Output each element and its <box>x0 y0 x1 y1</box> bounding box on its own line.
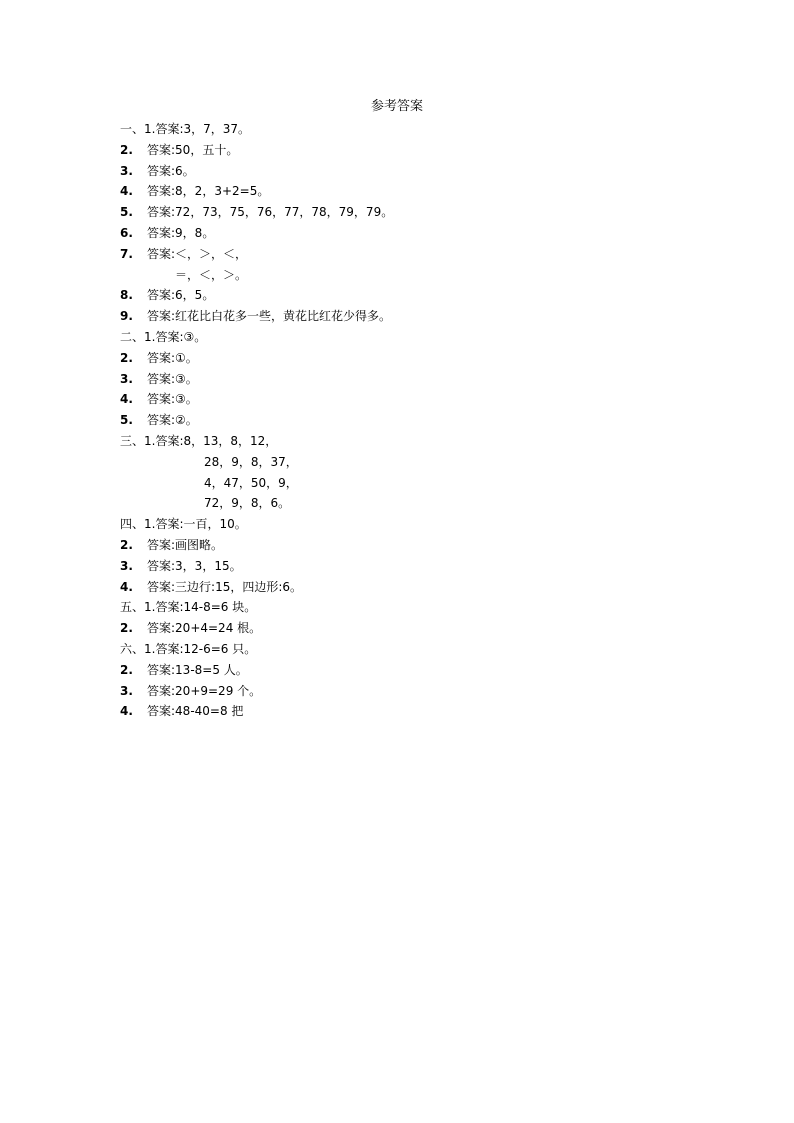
answer-continuation-row <box>120 452 680 473</box>
answer-text: 答案:红花比白花多一些，黄花比红花少得多。 <box>147 309 392 324</box>
answer-text: 二、1.答案:③。 <box>120 329 207 344</box>
answer-text: 答案:3，3，15。 <box>147 558 242 573</box>
answer-row <box>120 181 680 202</box>
answer-row <box>120 514 680 535</box>
answer-text: 答案:13-8=5 人。 <box>147 662 248 677</box>
answer-row <box>120 244 680 265</box>
answer-row <box>120 119 680 140</box>
answer-continuation-row <box>120 473 680 494</box>
item-number: 7. <box>120 246 133 261</box>
item-number: 2. <box>120 142 133 157</box>
answer-text: 四、1.答案:一百，10。 <box>120 517 247 532</box>
item-number: 9. <box>120 309 133 324</box>
answer-row <box>120 306 680 327</box>
item-number: 4. <box>120 704 133 719</box>
answer-row <box>120 223 680 244</box>
answer-text: 五、1.答案:14-8=6 块。 <box>120 600 257 615</box>
answer-text: 答案:①。 <box>147 350 198 365</box>
answer-text: 答案:72，73，75，76，77，78，79，79。 <box>147 205 394 220</box>
answer-text: 答案:三边行:15，四边形:6。 <box>147 579 303 594</box>
answer-text: ＝，＜，＞。 <box>175 267 248 282</box>
item-number: 8. <box>120 288 133 303</box>
answer-row <box>120 597 680 618</box>
answer-row <box>120 389 680 410</box>
answer-text: 答案:50，五十。 <box>147 142 239 157</box>
answer-row <box>120 161 680 182</box>
answer-row <box>120 140 680 161</box>
answer-text: 三、1.答案:8，13，8，12， <box>120 433 278 448</box>
answer-text: 72，9，8，6。 <box>204 496 291 511</box>
item-number: 2. <box>120 350 133 365</box>
answer-row <box>120 369 680 390</box>
answer-text: 答案:20+4=24 根。 <box>147 621 262 636</box>
answer-row <box>120 410 680 431</box>
item-number: 4. <box>120 392 133 407</box>
answer-text: 答案:6，5。 <box>147 288 215 303</box>
answer-row <box>120 202 680 223</box>
answer-text: 答案:9，8。 <box>147 225 215 240</box>
answer-row <box>120 348 680 369</box>
answer-text: 答案:20+9=29 个。 <box>147 683 262 698</box>
item-number: 2. <box>120 662 133 677</box>
answer-row <box>120 577 680 598</box>
answer-text: 4，47，50，9， <box>204 475 298 490</box>
answer-row <box>120 701 680 722</box>
item-number: 4. <box>120 184 133 199</box>
answer-text: 答案:48-40=8 把 <box>147 704 244 719</box>
answer-row <box>120 535 680 556</box>
item-number: 5. <box>120 413 133 428</box>
item-number: 5. <box>120 205 133 220</box>
item-number: 3. <box>120 683 133 698</box>
answer-text: 答案:＜，＞，＜， <box>147 246 248 261</box>
item-number: 6. <box>120 225 133 240</box>
answer-text: 答案:②。 <box>147 413 198 428</box>
answer-continuation-row <box>120 265 680 286</box>
item-number: 3. <box>120 371 133 386</box>
answer-row <box>120 639 680 660</box>
item-number: 3. <box>120 558 133 573</box>
answer-list <box>120 119 680 722</box>
answer-row <box>120 618 680 639</box>
answer-text: 28，9，8，37， <box>204 454 298 469</box>
answer-row <box>120 660 680 681</box>
answer-row <box>120 431 680 452</box>
answer-row <box>120 556 680 577</box>
answer-continuation-row <box>120 493 680 514</box>
item-number: 3. <box>120 163 133 178</box>
answer-text: 答案:画图略。 <box>147 537 224 552</box>
answer-text: 答案:8，2，3+2=5。 <box>147 184 270 199</box>
page-title: 参考答案 <box>370 99 423 114</box>
item-number: 4. <box>120 579 133 594</box>
answer-text: 答案:③。 <box>147 371 198 386</box>
item-number: 2. <box>120 621 133 636</box>
answer-text: 答案:6。 <box>147 163 195 178</box>
answer-row <box>120 285 680 306</box>
answer-text: 一、1.答案:3，7，37。 <box>120 122 251 136</box>
answer-row <box>120 327 680 348</box>
item-number: 2. <box>120 537 133 552</box>
answer-text: 答案:③。 <box>147 392 198 407</box>
answer-row <box>120 681 680 702</box>
answer-text: 六、1.答案:12-6=6 只。 <box>120 641 257 656</box>
